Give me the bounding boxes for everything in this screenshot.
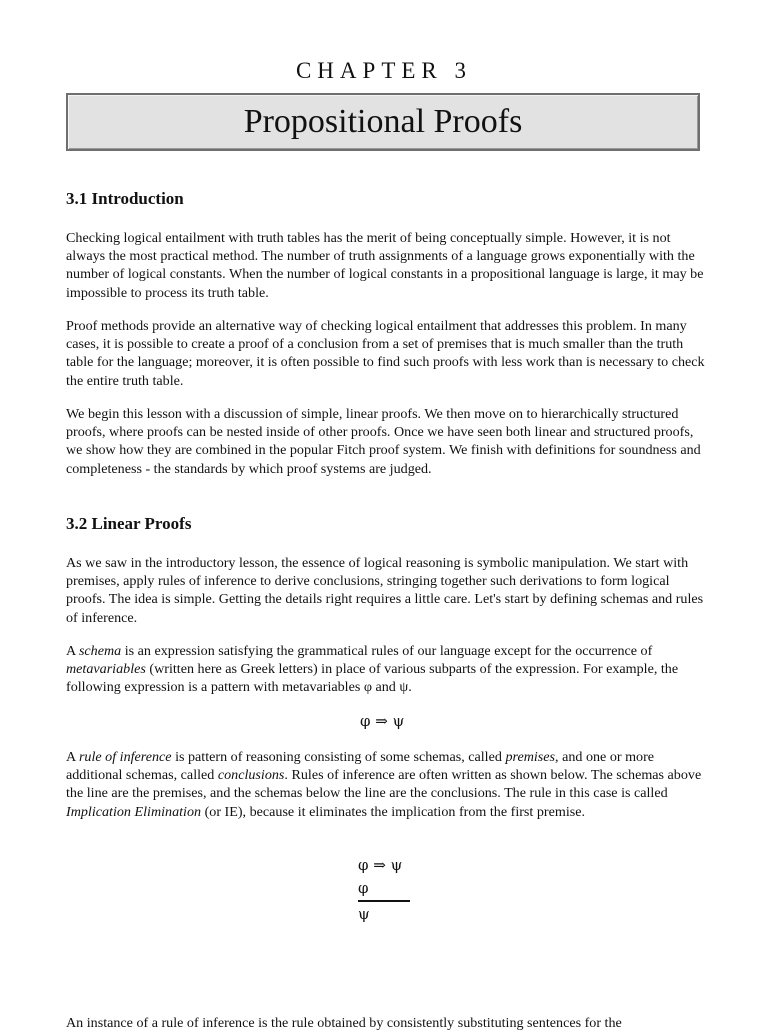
schema-paragraph [66,642,706,697]
term-conclusions: conclusions [217,767,285,784]
rule-premise-2: φ [358,879,369,897]
rule-paragraph [66,748,706,821]
text-run: A [66,749,79,765]
rule-conclusion: ψ [358,905,370,923]
inference-rule-line [358,900,410,902]
text-run: (written here as Greek letters) in place of various subparts of the expression. For example, the following expression is a pattern with metavariables φ and ψ. [66,661,679,696]
term-rule-of-inference: rule of inference [78,749,172,765]
chapter-label: CHAPTER 3 [295,58,473,83]
term-premises: premises [505,749,556,765]
chapter-title: Propositional Proofs [243,103,523,140]
text-run: . Rules of inference are often written as shown below. The schemas above the line are the premises, and the schemas below the line are the conclusions. The rule in this case is called [66,767,702,802]
linear-paragraph-1: As we saw in the introductory lesson, the essence of logical reasoning is symbolic manipulation. We start with premises, apply rules of inference to derive conclusions, stringing together such derivations to form logical proofs. The idea is simple. Getting the details right requires a little care. Let's start by defining schemas and rules of inference. [66,555,704,626]
schema-formula: φ ⇒ ψ [360,712,405,730]
chapter-title-box [66,93,700,151]
text-run: is an expression satisfying the grammatical rules of our language except for the occurrence of [121,643,653,659]
intro-paragraph-2: Proof methods provide an alternative way of checking logical entailment that addresses this problem. In many cases, it is possible to create a proof of a conclusion from a set of premises that is much smaller than the truth table for the language; moreover, it is often possible to find such proofs with less work than is necessary to check the entire truth table. [66,318,705,389]
section-heading-linear-proofs: 3.2 Linear Proofs [66,514,192,533]
intro-paragraph-3: We begin this lesson with a discussion of simple, linear proofs. We then move on to hierarchically structured proofs, where proofs can be nested inside of other proofs. Once we have seen both linear and structured proofs, we show how they are combined in the popular Fitch proof system. We finish with definitions for soundness and completeness - the standards by which proof systems are judged. [66,406,701,477]
term-metavariables: metavariables [66,661,146,678]
text-run: is pattern of reasoning consisting of some schemas, called [171,749,506,765]
rule-premise-1: φ ⇒ ψ [358,856,403,874]
text-run: (or IE), because it eliminates the implication from the first premise. [201,803,585,820]
term-implication-elimination: Implication Elimination [66,803,202,820]
cut-off-paragraph: An instance of a rule of inference is the rule obtained by consistently substituting sentences for the [66,1015,622,1031]
text-run: A [66,643,79,659]
term-schema: schema [78,643,122,659]
text-run: , and one or more additional schemas, called [66,749,655,784]
section-heading-introduction: 3.1 Introduction [66,189,184,208]
intro-paragraph-1: Checking logical entailment with truth tables has the merit of being conceptually simple. However, it is not always the most practical method. The number of truth assignments of a language grows exponentially with the number of logical constants. When the number of logical constants in a propositional language is large, it may be impossible to process its truth table. [66,230,704,301]
